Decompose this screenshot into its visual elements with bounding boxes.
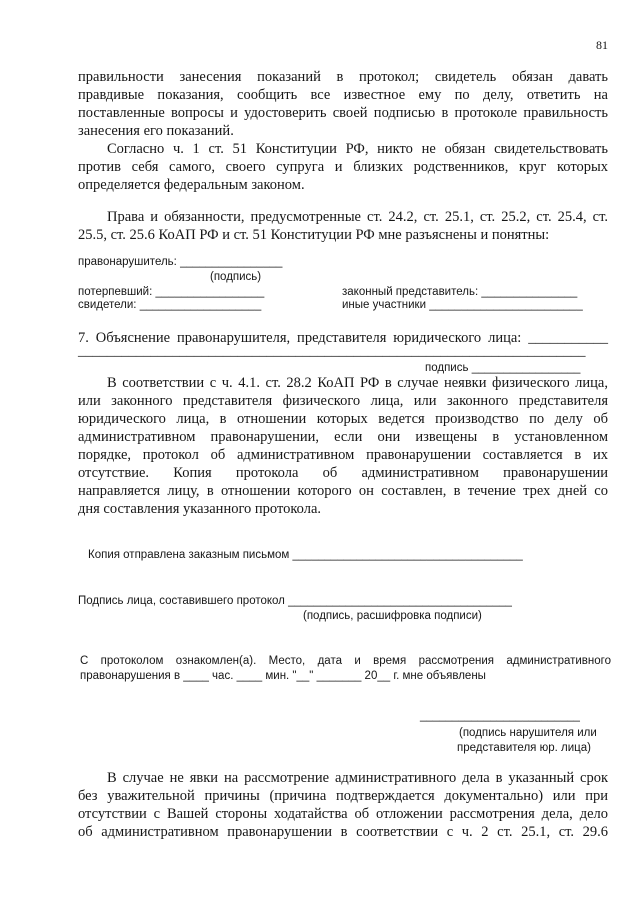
field-label: свидетели: <box>78 299 137 311</box>
compiler-signature-field <box>78 594 512 608</box>
paragraph-line: или законного представителя физического лица, или законного представителя <box>78 393 608 409</box>
copy-sent-field <box>88 548 523 562</box>
field-label: потерпевший: <box>78 286 153 298</box>
section-heading: 7. Объяснение правонарушителя, представителя юридического лица: <box>78 330 522 346</box>
paragraph-line: отсутствие. Копия протокола об административном правонарушении <box>78 465 608 481</box>
signature-caption: (подпись) <box>210 271 262 283</box>
field-blank: _________________ <box>155 286 265 298</box>
field-blank: _________________________ <box>420 710 580 722</box>
field-blank: ___________________ <box>139 299 262 311</box>
paragraph-line: юридического лица, в отношении которых ведется производство по делу об <box>78 411 608 427</box>
paragraph-line: занесения его показаний. <box>78 123 234 139</box>
other-participants-signature-field <box>342 298 583 312</box>
paragraph-line: Согласно ч. 1 ст. 51 Конституции РФ, никто не обязан свидетельствовать <box>107 141 608 157</box>
explanation-signature-field <box>425 361 580 375</box>
field-label: правонарушитель: <box>78 256 177 268</box>
paragraph-line: об административном правонарушении в соответствии с ч. 2 ст. 25.1, ст. 29.6 <box>78 824 608 840</box>
signature-caption: (подпись, расшифровка подписи) <box>303 610 482 622</box>
paragraph-line: поставленные вопросы и удостоверить своей подписью в протоколе правильность <box>78 105 608 121</box>
paragraph-line: В соответствии с ч. 4.1. ст. 28.2 КоАП РФ в случае неявки физического лица, <box>107 375 608 391</box>
paragraph-line: направляется лицу, в отношении которого он составлен, в течение трех дней со <box>78 483 608 499</box>
page-number: 81 <box>596 38 608 52</box>
paragraph-line: порядке, протокол об административном правонарушении составляется в их <box>78 447 608 463</box>
paragraph-line: правильности занесения показаний в протокол; свидетель обязан давать <box>78 69 608 85</box>
paragraph-line: 25.5, ст. 25.6 КоАП РФ и ст. 51 Конституции РФ мне разъяснены и понятны: <box>78 227 550 243</box>
acquainted-line: С протоколом ознакомлен(а). Место, дата и время рассмотрения административного <box>80 655 611 667</box>
paragraph-line: административном правонарушении, если они извещены в установленном <box>78 429 608 445</box>
legal-representative-signature-field <box>342 285 577 299</box>
explanation-answer-line: ______________________________________________________________________ <box>78 343 586 359</box>
paragraph-line: против себя самого, своего супруга и близких родственников, круг которых <box>78 159 608 175</box>
paragraph-line: Права и обязанности, предусмотренные ст. 24.2, ст. 25.1, ст. 25.2, ст. 25.4, ст. <box>107 209 608 225</box>
field-label: Копия отправлена заказным письмом <box>88 549 290 561</box>
paragraph-line: В случае не явки на рассмотрение административного дела в указанный срок <box>107 770 608 786</box>
paragraph-line: правдивые показания, сообщить все известное ему по делу, ответить на <box>78 87 608 103</box>
paragraph-line: дня составления указанного протокола. <box>78 501 322 517</box>
offender-signature-field <box>78 255 282 269</box>
field-blank: _________________ <box>471 362 581 374</box>
field-blank: ________________________ <box>429 299 583 311</box>
field-blank: ________________ <box>180 256 283 268</box>
paragraph-line: отсутствии с Вашей стороны ходатайства об отложении рассмотрения дела, дело <box>78 806 608 822</box>
victim-signature-field <box>78 285 264 299</box>
field-blank: ___________________________________ <box>288 595 512 607</box>
field-label: законный представитель: <box>342 286 479 298</box>
field-label: подпись <box>425 362 469 374</box>
field-blank: ____________________________________ <box>292 549 523 561</box>
field-blank: ___________ <box>528 330 608 346</box>
field-blank: _______________ <box>481 286 578 298</box>
paragraph-line: без уважительной причины (причина подтверждается документально) или при <box>78 788 608 804</box>
paragraph-line: определяется федеральным законом. <box>78 177 305 193</box>
acquainted-line: правонарушения в ____ час. ____ мин. "__" _______ 20__ г. мне объявлены <box>80 670 486 682</box>
field-label: иные участники <box>342 299 427 311</box>
witnesses-signature-field <box>78 298 261 312</box>
signature-caption: представителя юр. лица) <box>457 742 591 754</box>
field-label: Подпись лица, составившего протокол <box>78 595 285 607</box>
signature-caption: (подпись нарушителя или <box>459 727 597 739</box>
